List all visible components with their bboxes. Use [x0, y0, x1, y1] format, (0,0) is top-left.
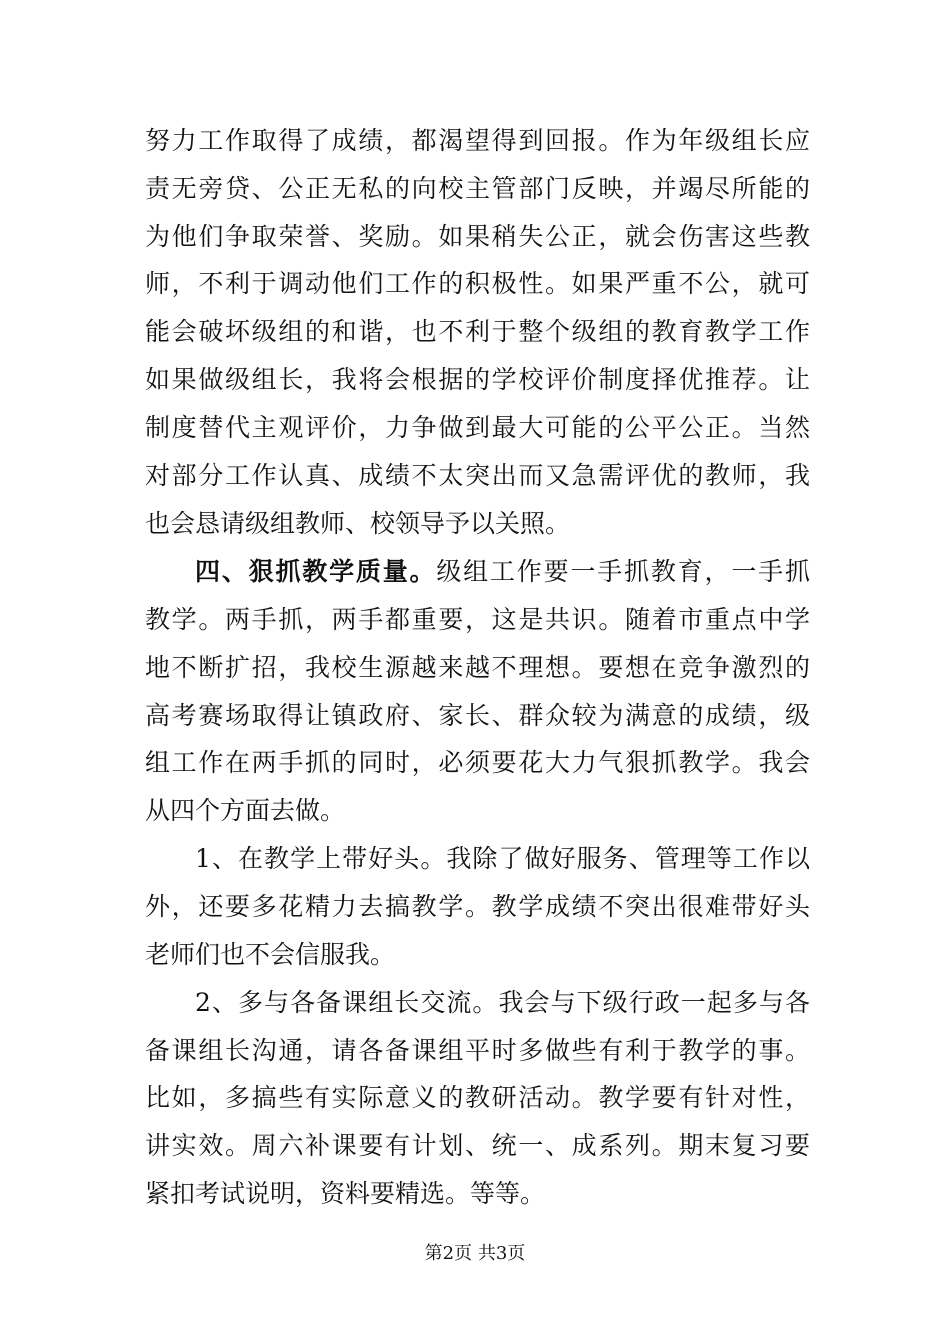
body-line: 责无旁贷、公正无私的向校主管部门反映，并竭尽所能的	[145, 174, 810, 203]
body-line: 高考赛场取得让镇政府、家长、群众较为满意的成绩，级	[145, 701, 810, 730]
body-line: 讲实效。周六补课要有计划、统一、成系列。期末复习要	[145, 1131, 810, 1160]
body-line: 师，不利于调动他们工作的积极性。如果严重不公，就可	[145, 269, 810, 298]
page-number-footer: 第2页 共3页	[424, 1243, 526, 1264]
body-line: 教学。两手抓，两手都重要，这是共识。随着市重点中学	[145, 605, 810, 634]
body-line: 制度替代主观评价，力争做到最大可能的公平公正。当然	[145, 413, 810, 442]
body-text: 级组工作要一手抓教育，一手抓	[436, 557, 810, 586]
section-heading: 四、狠抓教学质量。	[195, 557, 437, 586]
body-line: 从四个方面去做。	[145, 796, 346, 825]
body-line: 地不断扩招，我校生源越来越不理想。要想在竞争激烈的	[145, 653, 810, 682]
body-line: 外，还要多花精力去搞教学。教学成绩不突出很难带好头	[145, 892, 810, 921]
body-line: 对部分工作认真、成绩不太突出而又急需评优的教师，我	[145, 461, 810, 490]
body-line: 为他们争取荣誉、奖励。如果稍失公正，就会伤害这些教	[145, 222, 810, 251]
body-line: 备课组长沟通，请各备课组平时多做些有利于教学的事。	[145, 1036, 810, 1065]
body-line: 老师们也不会信服我。	[145, 940, 396, 969]
body-line: 努力工作取得了成绩，都渴望得到回报。作为年级组长应	[145, 126, 810, 155]
body-line: 如果做级组长，我将会根据的学校评价制度择优推荐。让	[145, 365, 810, 394]
body-line: 紧扣考试说明，资料要精选。等等。	[145, 1179, 546, 1208]
body-line: 也会恳请级组教师、校领导予以关照。	[145, 509, 571, 538]
body-line: 2、多与各备课组长交流。我会与下级行政一起多与各	[195, 988, 810, 1017]
body-line: 组工作在两手抓的同时，必须要花大力气狠抓教学。我会	[145, 748, 810, 777]
body-line: 能会破坏级组的和谐，也不利于整个级组的教育教学工作	[145, 317, 810, 346]
body-line: 比如，多搞些有实际意义的教研活动。教学要有针对性，	[145, 1083, 810, 1112]
body-line: 1、在教学上带好头。我除了做好服务、管理等工作以	[195, 844, 810, 873]
section-heading-line	[195, 553, 810, 591]
